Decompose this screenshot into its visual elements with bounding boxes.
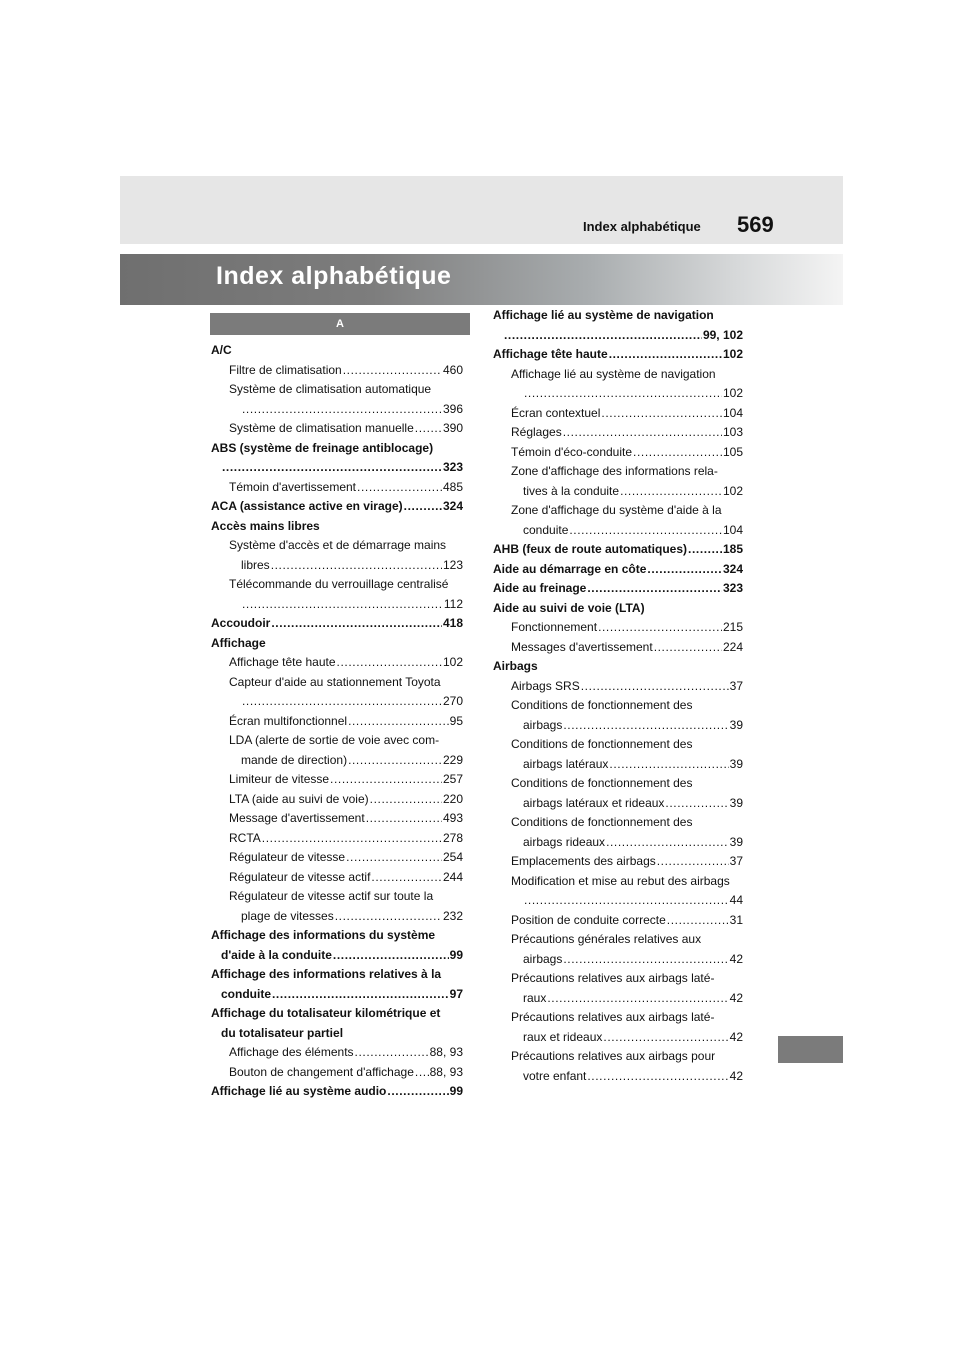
index-entry xyxy=(493,930,743,950)
index-entry-page: 42 xyxy=(729,1068,743,1083)
dot-leader xyxy=(222,458,442,478)
dot-leader xyxy=(271,556,442,576)
index-entry xyxy=(211,907,463,927)
index-entry xyxy=(493,482,743,502)
index-entry-term: Écran multifonctionnel xyxy=(229,713,348,728)
index-entry-term: Affichage des informations relatives à la xyxy=(211,967,442,981)
index-entry-term: Zone d'affichage des informations rela- xyxy=(511,464,718,478)
dot-leader xyxy=(587,579,722,599)
index-entry xyxy=(211,1063,463,1083)
index-entry-term: ABS (système de freinage antiblocage) xyxy=(211,440,434,455)
index-entry xyxy=(211,419,463,439)
index-entry-page: 396 xyxy=(442,401,463,416)
index-entry xyxy=(493,365,743,385)
index-entry xyxy=(211,458,463,478)
index-entry xyxy=(211,556,463,576)
index-entry-term: Message d'avertissement xyxy=(229,811,365,825)
index-entry-page: 278 xyxy=(442,830,463,845)
index-entry xyxy=(211,1024,463,1044)
index-entry xyxy=(493,618,743,638)
index-entry-term: du totalisateur partiel xyxy=(221,1025,344,1040)
index-entry-page: 102 xyxy=(722,386,743,400)
index-column-right xyxy=(493,306,743,1086)
dot-leader xyxy=(563,716,728,736)
index-entry xyxy=(493,1047,743,1067)
index-entry xyxy=(211,497,463,517)
index-entry xyxy=(211,595,463,615)
index-entry xyxy=(493,872,743,892)
index-entry-page: 418 xyxy=(442,616,463,630)
dot-leader xyxy=(271,614,442,634)
page-number: 569 xyxy=(737,212,774,237)
index-entry xyxy=(211,731,463,751)
index-entry-page: 39 xyxy=(729,795,743,810)
index-entry xyxy=(211,985,463,1005)
index-entry-term: Affichage des informations du système xyxy=(211,928,436,942)
index-entry-term: Conditions de fonctionnement des xyxy=(511,737,693,751)
index-entry-term: Airbags SRS xyxy=(511,678,580,693)
index-entry-term: Affichage lié au système de navigation xyxy=(511,366,716,381)
chapter-thumb-tab xyxy=(778,1036,843,1063)
index-column-left xyxy=(211,341,463,1102)
dot-leader xyxy=(563,423,722,443)
index-entry xyxy=(211,575,463,595)
index-entry-term: Limiteur de vitesse xyxy=(229,772,330,786)
index-entry-term: plage de vitesses xyxy=(241,908,334,923)
index-entry xyxy=(493,423,743,443)
index-entry-term: Aide au démarrage en côte xyxy=(493,561,647,576)
dot-leader xyxy=(355,1043,429,1063)
index-entry xyxy=(211,478,463,498)
index-entry xyxy=(493,1028,743,1048)
index-entry-term: Témoin d'avertissement xyxy=(229,479,357,494)
index-entry-page: 390 xyxy=(442,421,463,435)
index-entry xyxy=(211,887,463,907)
index-entry-term: airbags xyxy=(523,951,563,966)
index-entry xyxy=(211,770,463,790)
index-entry xyxy=(211,1043,463,1063)
index-entry-page: 39 xyxy=(729,834,743,849)
index-entry-page: 220 xyxy=(442,791,463,806)
index-entry xyxy=(493,540,743,560)
index-entry-term: airbags xyxy=(523,717,563,732)
index-entry xyxy=(493,501,743,521)
index-entry xyxy=(493,326,743,346)
index-entry xyxy=(493,560,743,580)
dot-leader xyxy=(404,497,442,517)
index-entry xyxy=(211,790,463,810)
index-entry-page: 99 xyxy=(449,1084,463,1098)
index-entry-term: Fonctionnement xyxy=(511,620,598,634)
index-entry-term: Affichage lié au système audio xyxy=(211,1084,387,1098)
index-entry-page: 324 xyxy=(442,499,463,513)
index-entry xyxy=(211,614,463,634)
dot-leader xyxy=(654,638,722,658)
index-entry xyxy=(493,1067,743,1087)
index-entry xyxy=(211,751,463,771)
index-entry xyxy=(493,384,743,404)
dot-leader xyxy=(524,384,722,404)
index-entry-term: Bouton de changement d'affichage xyxy=(229,1064,414,1079)
index-entry-term: Aide au suivi de voie (LTA) xyxy=(493,600,645,615)
index-entry-term: Airbags xyxy=(493,659,538,673)
dot-leader xyxy=(688,540,722,560)
index-entry xyxy=(211,439,463,459)
index-entry-term: Zone d'affichage du système d'aide à la xyxy=(511,503,722,517)
index-entry xyxy=(493,1008,743,1028)
index-entry-term: Aide au freinage xyxy=(493,581,587,595)
running-title: Index alphabétique xyxy=(583,219,701,234)
index-entry-term: Affichage tête haute xyxy=(229,655,336,669)
index-entry-term: conduite xyxy=(523,522,569,537)
dot-leader xyxy=(415,419,442,439)
index-entry xyxy=(493,813,743,833)
dot-leader xyxy=(272,985,449,1005)
dot-leader xyxy=(346,848,442,868)
index-entry-term: AHB (feux de route automatiques) xyxy=(493,542,688,556)
header-band xyxy=(120,176,843,244)
index-entry-page: 95 xyxy=(449,713,463,728)
index-entry xyxy=(211,848,463,868)
index-entry-page: 39 xyxy=(729,756,743,771)
index-entry-page: 257 xyxy=(442,772,463,786)
dot-leader xyxy=(348,712,449,732)
index-entry xyxy=(493,657,743,677)
index-entry-page: 102 xyxy=(722,483,743,498)
index-entry xyxy=(211,946,463,966)
index-entry xyxy=(211,692,463,712)
index-entry-term: Accoudoir xyxy=(211,616,271,630)
index-entry-page: 323 xyxy=(722,581,743,595)
index-entry-page: 39 xyxy=(729,717,743,732)
index-entry xyxy=(211,361,463,381)
dot-leader xyxy=(603,1028,728,1048)
index-entry-term: d'aide à la conduite xyxy=(221,947,332,962)
index-entry xyxy=(211,634,463,654)
index-entry-page: 37 xyxy=(729,854,743,868)
dot-leader xyxy=(609,755,728,775)
index-entry-term: Régulateur de vitesse actif xyxy=(229,869,371,884)
index-entry-page: 104 xyxy=(722,405,743,420)
index-entry-term: Précautions relatives aux airbags laté- xyxy=(511,971,715,985)
index-entry-page: 42 xyxy=(729,1029,743,1044)
dot-leader xyxy=(348,751,442,771)
index-entry-page: 485 xyxy=(442,479,463,494)
index-entry-page: 44 xyxy=(729,893,743,907)
index-entry-term: Précautions générales relatives aux xyxy=(511,932,702,946)
dot-leader xyxy=(647,560,722,580)
index-entry-page: 42 xyxy=(729,990,743,1005)
index-entry-page: 37 xyxy=(729,678,743,693)
index-entry-term: LDA (alerte de sortie de voie avec com- xyxy=(229,733,440,747)
index-entry-page: 99, 102 xyxy=(702,327,743,342)
index-entry-term: mande de direction) xyxy=(241,752,348,767)
dot-leader xyxy=(601,404,722,424)
index-entry xyxy=(211,926,463,946)
index-entry xyxy=(211,380,463,400)
index-entry xyxy=(493,911,743,931)
index-entry xyxy=(211,536,463,556)
dot-leader xyxy=(242,595,443,615)
index-entry xyxy=(493,989,743,1009)
index-entry-page: 493 xyxy=(442,811,463,825)
index-entry-page: 270 xyxy=(442,694,463,708)
index-entry-term: Précautions relatives aux airbags laté- xyxy=(511,1010,715,1024)
index-entry-term: Messages d'avertissement xyxy=(511,639,653,654)
index-entry-term: airbags latéraux et rideaux xyxy=(523,795,665,810)
dot-leader xyxy=(524,891,729,911)
dot-leader xyxy=(563,950,728,970)
dot-leader xyxy=(606,833,729,853)
index-entry xyxy=(211,965,463,985)
index-entry-term: libres xyxy=(241,557,270,572)
index-entry-term: Réglages xyxy=(511,425,562,439)
index-entry-term: Écran contextuel xyxy=(511,405,601,420)
dot-leader xyxy=(587,1067,728,1087)
index-entry xyxy=(493,716,743,736)
index-entry-term: tives à la conduite xyxy=(523,483,620,498)
index-entry xyxy=(211,673,463,693)
index-entry-term: Témoin d'éco-conduite xyxy=(511,444,633,459)
index-entry xyxy=(493,794,743,814)
index-entry-term: Affichage lié au système de navigation xyxy=(493,308,714,322)
index-entry-term: Filtre de climatisation xyxy=(229,362,342,377)
index-entry-term: Système de climatisation manuelle xyxy=(229,421,414,435)
index-entry xyxy=(493,638,743,658)
index-entry-term: RCTA xyxy=(229,830,261,845)
index-entry-term: Télécommande du verrouillage centralisé xyxy=(229,577,449,591)
index-entry-page: 104 xyxy=(722,522,743,537)
dot-leader xyxy=(343,361,442,381)
index-entry xyxy=(493,599,743,619)
index-entry xyxy=(493,462,743,482)
dot-leader xyxy=(620,482,722,502)
index-entry xyxy=(211,653,463,673)
index-entry xyxy=(493,755,743,775)
index-entry-page: 42 xyxy=(729,951,743,966)
dot-leader xyxy=(657,852,729,872)
index-entry-page: 102 xyxy=(442,655,463,669)
dot-leader xyxy=(598,618,722,638)
index-entry-term: LTA (aide au suivi de voie) xyxy=(229,791,369,806)
index-entry-term: Modification et mise au rebut des airbags xyxy=(511,873,730,888)
index-entry-term: Emplacements des airbags xyxy=(511,854,656,868)
dot-leader xyxy=(609,345,722,365)
dot-leader xyxy=(371,868,442,888)
index-entry-page: 105 xyxy=(722,444,743,459)
index-entry xyxy=(493,677,743,697)
index-entry-page: 88, 93 xyxy=(429,1045,463,1059)
index-entry-page: 229 xyxy=(442,752,463,767)
dot-leader xyxy=(330,770,442,790)
dot-leader xyxy=(581,677,729,697)
index-entry-term: Régulateur de vitesse actif sur toute la xyxy=(229,889,434,903)
index-entry xyxy=(493,891,743,911)
index-entry xyxy=(493,969,743,989)
index-entry-page: 102 xyxy=(722,347,743,361)
dot-leader xyxy=(665,794,728,814)
index-entry-term: Capteur d'aide au stationnement Toyota xyxy=(229,674,441,689)
index-entry-term: Position de conduite correcte xyxy=(511,912,666,927)
index-entry-page: 88, 93 xyxy=(429,1064,463,1079)
index-entry-term: ACA (assistance active en virage) xyxy=(211,499,403,513)
index-entry xyxy=(211,829,463,849)
index-entry xyxy=(211,1082,463,1102)
index-entry xyxy=(493,521,743,541)
page-title: Index alphabétique xyxy=(216,262,452,290)
index-entry-term: Accès mains libres xyxy=(211,518,320,533)
index-entry-page: 324 xyxy=(722,561,743,576)
index-entry xyxy=(211,809,463,829)
index-entry-term: votre enfant xyxy=(523,1068,587,1083)
index-entry-page: 123 xyxy=(442,557,463,572)
dot-leader xyxy=(387,1082,448,1102)
index-entry xyxy=(211,400,463,420)
index-entry-term: raux xyxy=(523,990,547,1005)
dot-leader xyxy=(504,326,702,346)
index-entry-page: 31 xyxy=(729,912,743,927)
index-entry xyxy=(493,696,743,716)
index-entry-term: Conditions de fonctionnement des xyxy=(511,776,693,790)
dot-leader xyxy=(547,989,728,1009)
dot-leader xyxy=(333,946,449,966)
index-entry-page: 97 xyxy=(449,986,463,1001)
dot-leader xyxy=(569,521,722,541)
dot-leader xyxy=(242,692,442,712)
index-entry-page: 185 xyxy=(722,542,743,556)
index-entry-term: raux et rideaux xyxy=(523,1029,603,1044)
index-entry xyxy=(493,852,743,872)
index-entry xyxy=(493,735,743,755)
index-entry-term: airbags latéraux xyxy=(523,756,609,771)
index-entry-term: conduite xyxy=(221,986,271,1001)
index-entry xyxy=(493,443,743,463)
dot-leader xyxy=(633,443,722,463)
index-entry xyxy=(493,774,743,794)
index-entry-page: 244 xyxy=(442,869,463,884)
index-entry-term: Affichage tête haute xyxy=(493,347,608,361)
index-entry-term: Conditions de fonctionnement des xyxy=(511,815,693,829)
dot-leader xyxy=(242,400,442,420)
dot-leader xyxy=(667,911,729,931)
index-entry-term: A/C xyxy=(211,343,232,357)
index-entry xyxy=(493,579,743,599)
index-entry-page: 254 xyxy=(442,850,463,864)
index-entry-page: 112 xyxy=(443,596,463,611)
index-entry-page: 232 xyxy=(442,908,463,923)
index-entry xyxy=(493,345,743,365)
index-entry-page: 323 xyxy=(442,460,463,474)
index-entry-term: Système de climatisation automatique xyxy=(229,382,432,396)
index-entry xyxy=(211,1004,463,1024)
index-entry-term: Précautions relatives aux airbags pour xyxy=(511,1049,716,1063)
index-entry xyxy=(211,341,463,361)
index-entry xyxy=(211,868,463,888)
index-entry-term: airbags rideaux xyxy=(523,834,606,849)
index-entry-term: Système d'accès et de démarrage mains xyxy=(229,538,447,552)
index-entry xyxy=(211,712,463,732)
index-entry xyxy=(493,404,743,424)
index-entry-page: 460 xyxy=(442,362,463,377)
section-letter-bar: A xyxy=(210,313,470,335)
dot-leader xyxy=(335,907,442,927)
index-entry-term: Affichage du totalisateur kilométrique et xyxy=(211,1006,441,1020)
index-entry xyxy=(211,517,463,537)
dot-leader xyxy=(357,478,442,498)
index-entry-term: Régulateur de vitesse xyxy=(229,850,346,864)
dot-leader xyxy=(366,809,442,829)
index-entry xyxy=(493,950,743,970)
index-entry-page: 224 xyxy=(722,639,743,654)
index-entry xyxy=(493,833,743,853)
index-entry-term: Affichage des éléments xyxy=(229,1045,354,1059)
index-entry-page: 99 xyxy=(449,947,463,962)
index-entry xyxy=(493,306,743,326)
index-entry-page: 215 xyxy=(722,620,743,634)
dot-leader xyxy=(415,1063,429,1083)
dot-leader xyxy=(337,653,442,673)
index-entry-page: 103 xyxy=(722,425,743,439)
index-entry-term: Affichage xyxy=(211,635,266,650)
dot-leader xyxy=(370,790,442,810)
dot-leader xyxy=(262,829,442,849)
index-entry-term: Conditions de fonctionnement des xyxy=(511,698,693,712)
